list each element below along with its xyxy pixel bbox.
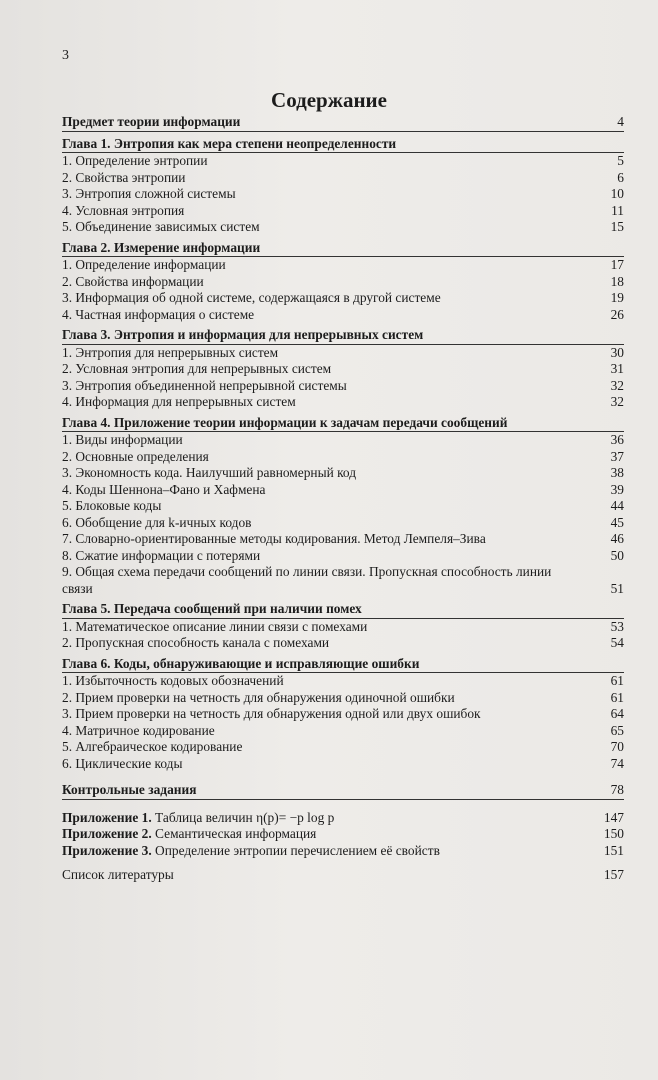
toc-item [62, 394, 624, 411]
toc-entry-text: 8. Сжатие информации с потерями [62, 547, 261, 563]
toc-page-number: 74 [610, 755, 624, 771]
toc-item [62, 756, 624, 773]
toc-page-number: 32 [610, 377, 624, 393]
toc-entry-text: 5. Блоковые коды [62, 498, 162, 513]
toc-entry-text: 3. Экономность кода. Наилучший равномерный код [62, 465, 357, 480]
toc-entry-text: 4. Матричное кодирование [62, 722, 215, 738]
toc-page-number: 15 [610, 219, 624, 234]
toc-entry-text: 9. Общая схема передачи сообщений по линии связи. Пропускная способность линии связи [62, 564, 552, 596]
toc-page-number: 78 [610, 782, 624, 797]
toc-entry-text: Глава 2. Измерение информации [62, 239, 261, 255]
toc-item [62, 515, 624, 532]
toc-page-number: 37 [610, 448, 624, 464]
toc-item [62, 274, 624, 291]
toc-item [62, 432, 624, 449]
toc-item [62, 548, 624, 565]
toc-item [62, 170, 624, 187]
toc-item [62, 465, 624, 482]
toc-item [62, 619, 624, 636]
toc-page-number: 4 [617, 114, 624, 129]
page-number: 3 [62, 48, 69, 63]
toc-entry-text: 2. Основные определения [62, 448, 209, 464]
toc-item [62, 361, 624, 378]
appendix-label: Приложение 1. [62, 809, 152, 825]
toc-item [62, 449, 624, 466]
toc-entry-text: Глава 1. Энтропия как мера степени неопределенности [62, 135, 397, 151]
toc-entry-text: Глава 3. Энтропия и информация для непрерывных систем [62, 327, 424, 342]
toc-entry-text [62, 826, 338, 843]
toc-page-number: 10 [610, 186, 624, 201]
toc-entry-text: 6. Обобщение для k-ичных кодов [62, 514, 252, 530]
toc-entry-text: 3. Информация об одной системе, содержащаяся в другой системе [62, 290, 441, 305]
toc-item [62, 690, 624, 707]
toc-item [62, 482, 624, 499]
toc-page-number: 30 [610, 344, 624, 360]
toc-page-number: 26 [610, 306, 624, 322]
toc-page-number: 150 [603, 826, 624, 841]
toc-item [62, 564, 624, 597]
toc-item [62, 307, 624, 324]
toc-entry-text: 2. Условная энтропия для непрерывных систем [62, 361, 332, 376]
toc-entry-text [62, 843, 462, 860]
toc-entry-text: 3. Прием проверки на четность для обнаружения одной или двух ошибок [62, 706, 481, 721]
toc-page-number: 53 [610, 618, 624, 634]
toc-item [62, 706, 624, 723]
toc-page-number: 147 [603, 809, 624, 825]
toc-entry-text: 1. Математическое описание линии связи с помехами [62, 618, 368, 634]
toc-entry-text: 2. Прием проверки на четность для обнаружения одиночной ошибки [62, 689, 455, 705]
toc-item [62, 203, 624, 220]
toc-page-number: 44 [610, 498, 624, 513]
appendix-label: Приложение 2. [62, 826, 152, 841]
appendix-title: Определение энтропии перечислением её свойств [151, 842, 440, 858]
toc-page-number: 32 [610, 394, 624, 409]
toc-chapter [62, 415, 624, 433]
toc-entry-text: Предмет теории информации [62, 114, 241, 129]
toc-item [62, 153, 624, 170]
toc-page-number: 50 [610, 547, 624, 563]
toc-appendix [62, 826, 624, 843]
toc-chapter [62, 114, 624, 132]
toc-entry-text: Глава 5. Передача сообщений при наличии помех [62, 601, 362, 616]
toc-page-number: 5 [617, 153, 624, 168]
toc-page-number: 46 [610, 531, 624, 546]
toc-page-number: 61 [610, 689, 624, 705]
toc-entry-text: 5. Алгебраическое кодирование [62, 739, 243, 754]
toc-item [62, 345, 624, 362]
toc-page-number: 31 [610, 361, 624, 376]
toc-page-number: 54 [610, 635, 624, 650]
toc-entry-text [62, 810, 356, 827]
toc-page-number: 65 [610, 722, 624, 738]
toc-entry-text: Глава 4. Приложение теории информации к задачам передачи сообщений [62, 414, 508, 430]
appendix-title: Семантическая информация [151, 826, 317, 841]
toc-bibliography [62, 867, 624, 884]
toc-entry-text: 2. Свойства информации [62, 273, 204, 289]
toc-entry-text: 4. Коды Шеннона–Фано и Хафмена [62, 481, 266, 497]
toc-item [62, 257, 624, 274]
toc-item [62, 673, 624, 690]
toc-entry-text: 1. Избыточность кодовых обозначений [62, 673, 284, 688]
toc-entry-text: 5. Объединение зависимых систем [62, 219, 260, 234]
toc-entry-text: 3. Энтропия сложной системы [62, 186, 236, 201]
toc-item [62, 723, 624, 740]
table-of-contents [62, 114, 624, 884]
toc-item [62, 531, 624, 548]
toc-item [62, 378, 624, 395]
toc-page-number: 6 [617, 169, 624, 185]
toc-page-number: 61 [610, 673, 624, 688]
toc-appendix [62, 810, 624, 827]
toc-entry-text: 6. Циклические коды [62, 755, 183, 771]
toc-page-number: 18 [610, 273, 624, 289]
toc-entry-text: 7. Словарно-ориентированные методы кодирования. Метод Лемпеля–Зива [62, 531, 486, 546]
toc-page-number: 45 [610, 514, 624, 530]
toc-entry-text: 3. Энтропия объединенной непрерывной системы [62, 377, 347, 393]
toc-page-number: 157 [603, 867, 624, 882]
page-title: Содержание [271, 88, 387, 112]
toc-entry-text: 2. Пропускная способность канала с помехами [62, 635, 330, 650]
toc-chapter [62, 240, 624, 258]
toc-page-number: 36 [610, 432, 624, 447]
toc-page-number: 70 [610, 739, 624, 754]
toc-entry-text: Глава 6. Коды, обнаруживающие и исправляющие ошибки [62, 655, 420, 671]
toc-item [62, 635, 624, 652]
toc-page-number: 38 [610, 465, 624, 480]
toc-entry-text: 4. Информация для непрерывных систем [62, 394, 296, 409]
toc-entry-text: Список литературы [62, 867, 174, 882]
toc-appendix [62, 843, 624, 860]
toc-entry-text: 4. Условная энтропия [62, 202, 185, 218]
appendix-label: Приложение 3. [62, 842, 152, 858]
toc-chapter [62, 782, 624, 800]
toc-chapter [62, 136, 624, 154]
toc-page-number: 11 [611, 202, 624, 218]
toc-item [62, 290, 624, 307]
toc-chapter [62, 327, 624, 345]
toc-page-number: 51 [610, 580, 624, 596]
toc-page-number: 39 [610, 481, 624, 497]
toc-entry-text: 1. Определение энтропии [62, 153, 208, 168]
toc-item [62, 739, 624, 756]
toc-page-number: 17 [610, 257, 624, 272]
toc-entry-text: 1. Виды информации [62, 432, 183, 447]
toc-entry-text: 4. Частная информация о системе [62, 306, 255, 322]
toc-chapter [62, 601, 624, 619]
toc-item [62, 186, 624, 203]
toc-page-number: 151 [603, 842, 624, 858]
toc-page-number: 19 [610, 290, 624, 305]
toc-entry-text: 1. Энтропия для непрерывных систем [62, 344, 279, 360]
appendix-title: Таблица величин η(p)= −p log p [151, 809, 335, 825]
toc-chapter [62, 656, 624, 674]
toc-entry-text: Контрольные задания [62, 782, 197, 797]
toc-item [62, 219, 624, 236]
toc-entry-text: 1. Определение информации [62, 257, 226, 272]
toc-entry-text: 2. Свойства энтропии [62, 169, 186, 185]
toc-page-number: 64 [610, 706, 624, 721]
toc-item [62, 498, 624, 515]
